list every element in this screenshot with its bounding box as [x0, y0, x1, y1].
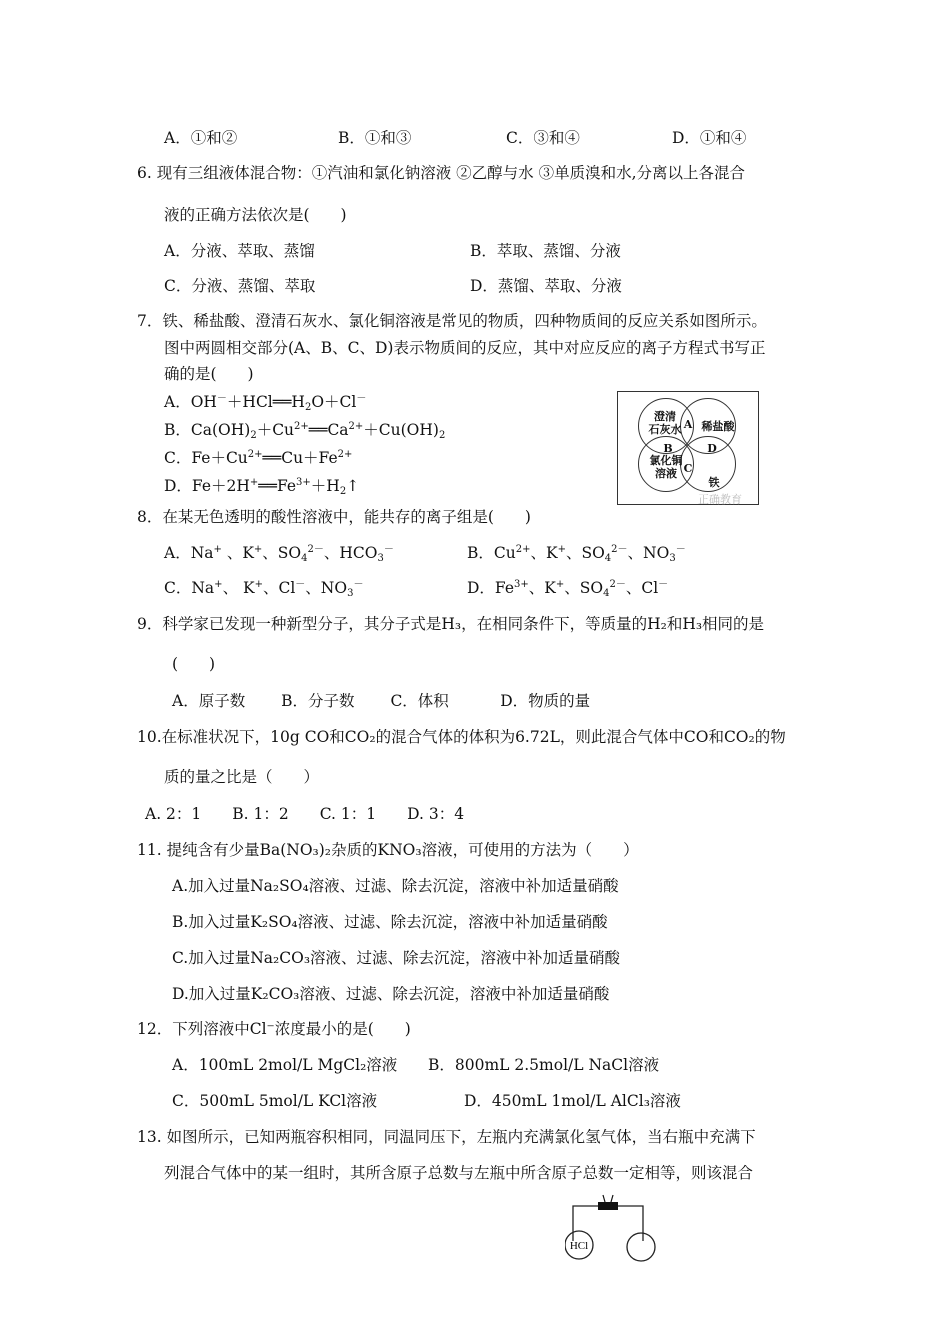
- venn-label-limewater: 澄清 石灰水: [648, 410, 682, 436]
- q11-option-d: D.加入过量K₂CO₃溶液、过滤、除去沉淀，溶液中补加适量硝酸: [172, 985, 610, 1003]
- venn-label-iron: 铁: [708, 476, 720, 489]
- q12-option-b: B．800mL 2.5mol/L NaCl溶液: [428, 1056, 660, 1074]
- q5-option-b: B．①和③: [338, 129, 412, 147]
- q8-option-c: C．Na+、 K+、Cl－、$NO_3^-$: [164, 579, 364, 599]
- q8-option-a: A．Na+ 、K+、$SO_4^{2-}$、$HCO_3^-$: [164, 544, 394, 564]
- q10-stem-line1: 10.在标准状况下，10g CO和CO₂的混合气体的体积为6.72L，则此混合气体中CO和CO₂的物: [137, 728, 786, 746]
- q8-option-b: B．$Cu^{2+}$、K+、$SO_4^{2-}$、$NO_3^-$: [467, 544, 686, 564]
- venn-region-b: B: [663, 442, 673, 455]
- q9-stem-line2: ( ): [172, 655, 216, 673]
- q8-option-d: D．$Fe^{3+}$、K+、$SO_4^{2-}$、Cl－: [467, 579, 669, 599]
- q7-stem-line1: 7．铁、稀盐酸、澄清石灰水、氯化铜溶液是常见的物质，四种物质间的反应关系如图所示。: [137, 312, 767, 330]
- q6-stem-line2: 液的正确方法依次是( ): [164, 206, 347, 224]
- q11-option-a: A.加入过量Na₂SO₄溶液、过滤、除去沉淀，溶液中补加适量硝酸: [172, 877, 619, 895]
- q10-stem-line2: 质的量之比是（ ）: [164, 768, 320, 786]
- venn-region-c: C: [683, 462, 693, 475]
- q13-stem-line1: 13. 如图所示，已知两瓶容积相同，同温同压下，左瓶内充满氯化氢气体，当右瓶中充满下: [137, 1128, 756, 1146]
- q6-stem-line1: 6. 现有三组液体混合物：①汽油和氯化钠溶液 ②乙醇与水 ③单质溴和水,分离以上各混合: [137, 164, 745, 182]
- q9-stem-line1: 9．科学家已发现一种新型分子，其分子式是H₃，在相同条件下，等质量的H₂和H₃相同的是: [137, 615, 765, 633]
- q11-option-b: B.加入过量K₂SO₄溶液、过滤、除去沉淀，溶液中补加适量硝酸: [172, 913, 608, 931]
- venn-region-a: A: [683, 418, 693, 431]
- valve-clamp: [598, 1202, 618, 1210]
- q6-option-c: C．分液、蒸馏、萃取: [164, 277, 316, 295]
- q7-option-d: D．$Fe+2H^+══Fe^{3+}+H_2↑$: [164, 477, 360, 497]
- left-flask-label: HCl: [569, 1240, 589, 1252]
- q7-stem-line2: 图中两圆相交部分(A、B、C、D)表示物质间的反应，其中对应反应的离子方程式书写正: [164, 339, 766, 357]
- flask-svg: [565, 1193, 665, 1263]
- venn-label-cucl2: 氯化铜 溶液: [649, 454, 683, 480]
- right-flask: [627, 1233, 655, 1261]
- q6-option-a: A．分液、萃取、蒸馏: [164, 242, 315, 260]
- q11-option-c: C.加入过量Na₂CO₃溶液、过滤、除去沉淀，溶液中补加适量硝酸: [172, 949, 621, 967]
- q7-option-c: C．$Fe+Cu^{2+}══Cu+Fe^{2+}$: [164, 449, 353, 467]
- q9-options: A．原子数 B．分子数 C．体积 D．物质的量: [172, 692, 591, 710]
- valve-handle: [603, 1195, 613, 1202]
- q7-stem-line3: 确的是( ): [164, 365, 254, 383]
- q5-option-a: A．①和②: [164, 129, 238, 147]
- q5-option-d: D．①和④: [672, 129, 747, 147]
- watermark-text: 正确教育: [698, 493, 742, 506]
- venn-label-hcl: 稀盐酸: [701, 420, 735, 433]
- q12-option-a: A．100mL 2mol/L MgCl₂溶液: [172, 1056, 398, 1074]
- q7-option-a: A．$OH^-+HCl══H_2O+Cl^-$: [164, 393, 367, 413]
- reaction-venn-diagram: [617, 391, 759, 505]
- q12-option-c: C．500mL 5mol/L KCl溶液: [172, 1092, 378, 1110]
- q12-option-d: D．450mL 1mol/L AlCl₃溶液: [464, 1092, 681, 1110]
- q8-stem: 8．在某无色透明的酸性溶液中，能共存的离子组是( ): [137, 508, 531, 526]
- q11-stem: 11. 提纯含有少量Ba(NO₃)₂杂质的KNO₃溶液，可使用的方法为（ ）: [137, 841, 639, 859]
- two-flask-diagram: [565, 1193, 665, 1263]
- q6-option-b: B．萃取、蒸馏、分液: [470, 242, 621, 260]
- q5-option-c: C．③和④: [506, 129, 580, 147]
- q6-option-d: D．蒸馏、萃取、分液: [470, 277, 622, 295]
- q12-stem: 12．下列溶液中Cl⁻浓度最小的是( ): [137, 1020, 411, 1038]
- q13-stem-line2: 列混合气体中的某一组时，其所含原子总数与左瓶中所含原子总数一定相等，则该混合: [164, 1164, 754, 1182]
- q7-option-b: B．$Ca(OH)_2+Cu^{2+}══Ca^{2+}+Cu(OH)_2$: [164, 421, 446, 441]
- venn-region-d: D: [707, 442, 717, 455]
- q10-options: A. 2：1 B. 1：2 C. 1：1 D. 3：4: [145, 805, 465, 823]
